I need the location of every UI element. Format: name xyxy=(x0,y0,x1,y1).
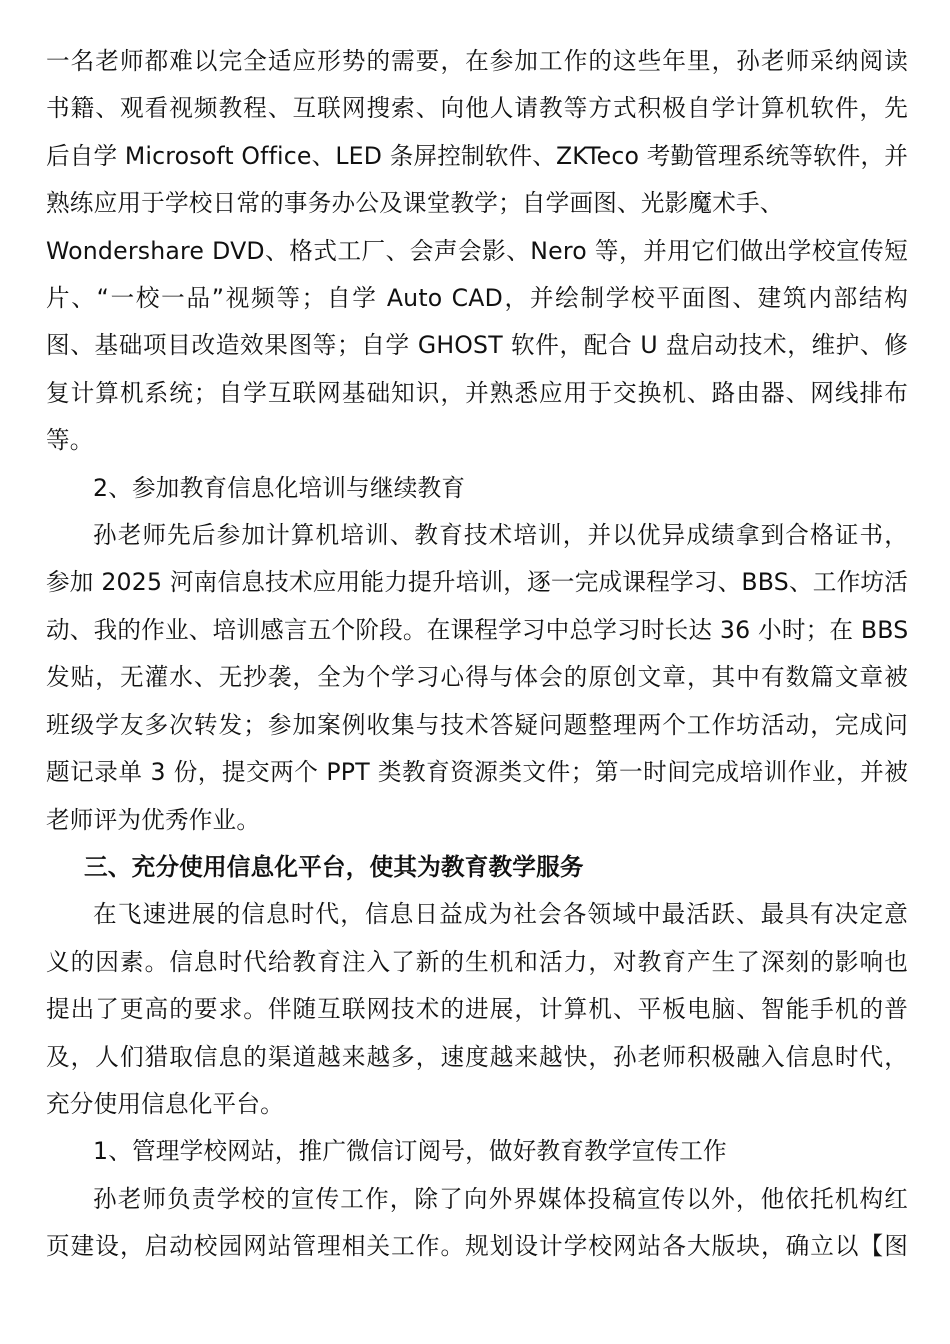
text-line: 书籍、观看视频教程、互联网搜索、向他人请教等方式积极自学计算机软件，先 xyxy=(46,94,908,123)
text-line: 页建设，启动校园网站管理相关工作。规划设计学校网站各大版块，确立以【图 xyxy=(46,1232,908,1261)
text-line: 三、充分使用信息化平台，使其为教育教学服务 xyxy=(84,852,584,881)
text-line: 及，人们猎取信息的渠道越来越多，速度越来越快，孙老师积极融入信息时代， xyxy=(46,1042,908,1071)
document-page xyxy=(46,38,908,1271)
text-line: 片、“一校一品”视频等；自学 Auto CAD，并绘制学校平面图、建筑内部结构 xyxy=(46,284,908,313)
text-line: 图、基础项目改造效果图等；自学 GHOST 软件，配合 U 盘启动技术，维护、修 xyxy=(46,331,908,360)
text-line: 动、我的作业、培训感言五个阶段。在课程学习中总学习时长达 36 小时；在 BBS xyxy=(46,615,909,644)
section-heading-platform xyxy=(46,844,908,891)
text-line: 复计算机系统；自学互联网基础知识，并熟悉应用于交换机、路由器、网线排布 xyxy=(46,378,908,407)
text-line: 充分使用信息化平台。 xyxy=(46,1089,284,1118)
text-line: 发贴，无灌水、无抄袭，全为个学习心得与体会的原创文章，其中有数篇文章被 xyxy=(46,663,908,692)
text-line: 孙老师先后参加计算机培训、教育技术培训，并以优异成绩拿到合格证书， xyxy=(93,521,908,550)
text-line: 1、管理学校网站，推广微信订阅号，做好教育教学宣传工作 xyxy=(93,1137,727,1166)
text-line: 在飞速进展的信息时代，信息日益成为社会各领域中最活跃、最具有决定意 xyxy=(93,900,908,929)
paragraph-training xyxy=(46,512,908,844)
paragraph-website xyxy=(46,1176,908,1271)
paragraph-self-study xyxy=(46,38,908,465)
subheading-training xyxy=(46,465,908,512)
text-line: 题记录单 3 份，提交两个 PPT 类教育资源类文件；第一时间完成培训作业，并被 xyxy=(46,758,908,787)
text-line: 孙老师负责学校的宣传工作，除了向外界媒体投稿宣传以外，他依托机构红 xyxy=(93,1184,908,1213)
text-line: 等。 xyxy=(46,426,94,455)
text-line: 提出了更高的要求。伴随互联网技术的进展，计算机、平板电脑、智能手机的普 xyxy=(46,995,908,1024)
text-line: Wondershare DVD、格式工厂、会声会影、Nero 等，并用它们做出学校宣传短 xyxy=(46,236,908,265)
subheading-website xyxy=(46,1128,908,1175)
text-line: 参加 2025 河南信息技术应用能力提升培训，逐一完成课程学习、BBS、工作坊活 xyxy=(46,568,908,597)
text-line: 后自学 Microsoft Office、LED 条屏控制软件、ZKTeco 考勤管理系统等软件，并 xyxy=(46,141,909,170)
text-line: 义的因素。信息时代给教育注入了新的生机和活力，对教育产生了深刻的影响也 xyxy=(46,947,908,976)
text-line: 2、参加教育信息化培训与继续教育 xyxy=(93,473,466,502)
text-line: 熟练应用于学校日常的事务办公及课堂教学；自学画图、光影魔术手、 xyxy=(46,189,784,218)
text-line: 老师评为优秀作业。 xyxy=(46,805,261,834)
paragraph-info-age xyxy=(46,891,908,1128)
text-line: 一名老师都难以完全适应形势的需要，在参加工作的这些年里，孙老师采纳阅读 xyxy=(46,47,908,75)
text-line: 班级学友多次转发；参加案例收集与技术答疑问题整理两个工作坊活动，完成问 xyxy=(46,710,908,739)
